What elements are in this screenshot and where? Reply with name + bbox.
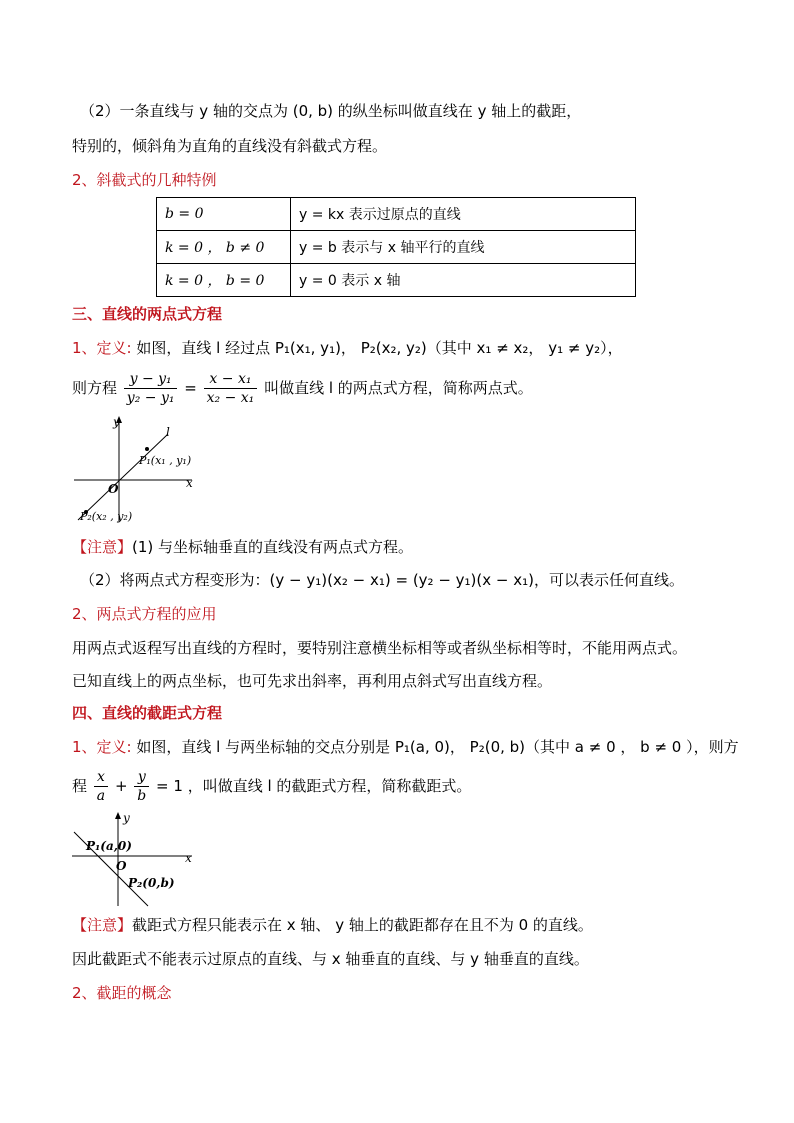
two-point-note-1 (72, 537, 413, 557)
intercept-definition: （2）一条直线与 y 轴的交点为 (0, b) 的纵坐标叫做直线在 y 轴上的截距， (80, 102, 582, 120)
note-label: 【注意】 (72, 916, 133, 934)
two-point-definition (72, 338, 623, 358)
y-axis-label: y (123, 811, 130, 825)
p1-label: P₁(a,0) (86, 839, 132, 853)
table-cell-condition: k = 0 ， b ≠ 0 (157, 231, 291, 264)
intercept-definition-line (72, 737, 739, 757)
application-heading: 2、两点式方程的应用 (72, 605, 217, 623)
intercept-note-2: 因此截距式不能表示过原点的直线、与 x 轴垂直的直线、与 y 轴垂直的直线。 (72, 950, 589, 968)
definition-text: 如图，直线 l 与两坐标轴的交点分别是 P₁(a, 0)， P₂(0, b)（其中 a ≠ 0 ， b ≠ 0 ），则方 (131, 738, 739, 756)
section4-title: 四、直线的截距式方程 (72, 704, 223, 722)
fraction-numerator: x (94, 768, 108, 787)
cases-heading: 2、斜截式的几种特例 (72, 171, 217, 189)
y-axis-label: y (113, 415, 120, 429)
special-cases-table (156, 197, 636, 297)
fraction-denominator: a (96, 788, 106, 804)
fraction-denominator: x₂ − x₁ (206, 390, 255, 406)
two-point-equation (72, 368, 533, 408)
equation-rest: = 1 ，叫做直线 l 的截距式方程，简称截距式。 (156, 777, 472, 795)
fraction-x-over-a (94, 768, 108, 805)
table-row (157, 231, 636, 264)
fraction-numerator: y − y₁ (124, 370, 178, 389)
fraction-y-over-b (134, 768, 149, 805)
equation-prefix: 则方程 (72, 379, 118, 397)
definition-text: 如图，直线 l 经过点 P₁(x₁, y₁)， P₂(x₂, y₂)（其中 x₁ ≠ x₂， y₁ ≠ y₂）， (131, 339, 623, 357)
origin-label: O (108, 482, 119, 496)
plus-sign: + (114, 777, 128, 795)
application-text-2: 已知直线上的两点坐标，也可先求出斜率，再利用点斜式写出直线方程。 (72, 672, 553, 690)
note-text: (1) 与坐标轴垂直的直线没有两点式方程。 (132, 538, 414, 556)
fraction-numerator: y (134, 768, 149, 787)
note-label: 【注意】 (72, 538, 133, 556)
fraction-denominator: y₂ − y₁ (126, 390, 175, 406)
equals-sign: = (184, 379, 197, 397)
line-l-label: l (166, 425, 170, 439)
equation-suffix: 叫做直线 l 的两点式方程，简称两点式。 (264, 379, 533, 397)
y-axis-arrow (115, 812, 121, 819)
section3-title: 三、直线的两点式方程 (72, 305, 223, 323)
equation-prefix: 程 (72, 777, 88, 795)
concept-heading: 2、截距的概念 (72, 984, 172, 1002)
definition-label: 1、定义: (72, 738, 132, 756)
two-point-figure (72, 414, 207, 526)
table-cell-meaning: y = kx 表示过原点的直线 (291, 198, 636, 231)
note-text: 截距式方程只能表示在 x 轴、 y 轴上的截距都存在且不为 0 的直线。 (132, 916, 593, 934)
fraction-denominator: b (137, 788, 147, 804)
fraction-numerator: x − x₁ (204, 370, 258, 389)
p1-label: P₁(x₁ , y₁) (139, 454, 192, 467)
two-point-note-2: （2）将两点式方程变形为：(y − y₁)(x₂ − x₁) = (y₂ − y₁)(x − x₁)，可以表示任何直线。 (80, 571, 684, 589)
table-row (157, 198, 636, 231)
point-p1 (145, 447, 149, 451)
fraction-left (124, 370, 178, 407)
table-row (157, 264, 636, 297)
table-cell-condition: b = 0 (157, 198, 291, 231)
x-axis-label: x (185, 851, 192, 865)
x-axis-label: x (186, 476, 193, 490)
application-text-1: 用两点式返程写出直线的方程时，要特别注意横坐标相等或者纵坐标相等时，不能用两点式。 (72, 639, 688, 657)
table-cell-condition: k = 0 ， b = 0 (157, 264, 291, 297)
table-cell-meaning: y = 0 表示 x 轴 (291, 264, 636, 297)
intercept-note-1 (72, 915, 593, 935)
fraction-right (204, 370, 258, 407)
special-case-note: 特别的，倾斜角为直角的直线没有斜截式方程。 (72, 137, 388, 155)
line-l (78, 434, 168, 520)
p2-label: P₂(x₂ , y₂) (80, 510, 133, 523)
p2-label: P₂(0,b) (128, 876, 175, 890)
intercept-figure (70, 810, 200, 908)
origin-label: O (116, 859, 127, 873)
intercept-equation (72, 766, 471, 806)
definition-label: 1、定义: (72, 339, 132, 357)
table-cell-meaning: y = b 表示与 x 轴平行的直线 (291, 231, 636, 264)
